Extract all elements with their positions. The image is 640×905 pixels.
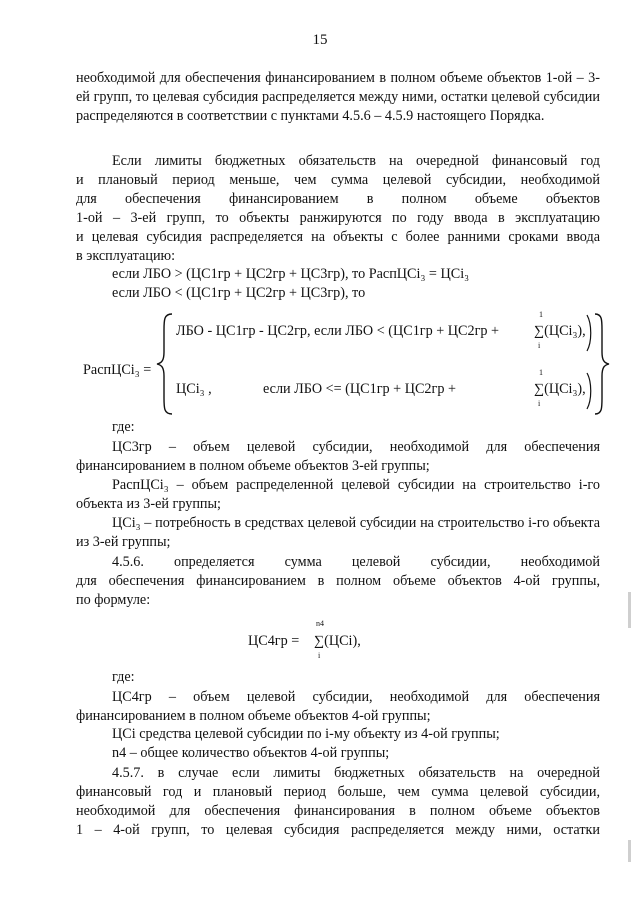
p456-line: 4.5.6. определяется сумма целевой субсидии, необходимой	[112, 554, 600, 570]
formula-row2-sum: ∑(ЦСi₃),	[534, 381, 586, 397]
page-number: 15	[312, 32, 328, 48]
right-brace-icon	[593, 312, 611, 416]
condition-2: если ЛБО < (ЦС1гр + ЦС2гр + ЦС3гр), то	[112, 285, 366, 301]
para2-line: и целевая субсидия распределяется на объекты с более ранними сроками ввода	[76, 229, 600, 245]
para2-line: в эксплуатацию:	[76, 248, 176, 264]
p457-line: финансовый год и плановый период больше, чем сумма целевой субсидии,	[76, 784, 600, 800]
para2-line: Если лимиты бюджетных обязательств на очередной финансовый год	[112, 153, 600, 169]
paragraph-456	[76, 553, 600, 610]
p456-line: для обеспечения финансированием в полном объеме объектов 4-ой группы,	[76, 573, 600, 589]
formula-row1-sup: 1	[539, 310, 543, 319]
left-brace-icon	[155, 312, 175, 416]
formula-row2-mid: если ЛБО <= (ЦС1гр + ЦС2гр +	[263, 381, 456, 397]
formula2-sup: n4	[316, 619, 324, 628]
para2-line: и плановый период меньше, чем сумма целевой субсидии, необходимой	[76, 172, 600, 188]
formula-row1-sum: ∑(ЦСi₃),	[534, 323, 586, 339]
paragraph-457	[76, 764, 600, 840]
scan-edge-mark	[628, 592, 631, 628]
p457-line: 4.5.7. в случае если лимиты бюджетных обязательств на очередной	[112, 765, 600, 781]
para2-line: 1-ой – 3-ей групп, то объекты ранжируются по году ввода в эксплуатацию	[76, 210, 600, 226]
definition-cs3gr: ЦС3гр – объем целевой субсидии, необходимой для обеспечения финансированием в полном объеме объектов 3-ей группы;	[76, 439, 600, 474]
definition-csi: ЦСi средства целевой субсидии по i-му объекту из 4-ой группы;	[112, 726, 500, 742]
paragraph-limits-less	[76, 152, 600, 266]
formula2-lhs: ЦС4гр =	[248, 633, 300, 649]
formula-lhs: РаспЦСi₃ =	[83, 362, 152, 378]
definition-cs4gr: ЦС4гр – объем целевой субсидии, необходимой для обеспечения финансированием в полном объеме объектов 4-ой группы;	[76, 689, 600, 724]
scan-edge-mark	[628, 840, 631, 862]
where-label: где:	[112, 419, 135, 435]
formula2-sum: ∑(ЦСi),	[314, 633, 361, 649]
definition-csi3: ЦСi₃ – потребность в средствах целевой субсидии на строительство i-го объекта из 3-ей группы;	[76, 515, 600, 550]
formula-row2-sub: i	[538, 399, 541, 408]
formula-row1: ЛБО - ЦС1гр - ЦС2гр, если ЛБО < (ЦС1гр + ЦС2гр +	[176, 323, 500, 339]
where-label: где:	[112, 669, 135, 685]
p457-line: 1 – 4-ой групп, то целевая субсидия распределяется между ними, остатки	[76, 822, 600, 838]
formula2-sub: i	[318, 651, 321, 660]
p457-line: необходимой для обеспечения финансирования в полном объеме объектов	[76, 803, 600, 819]
formula-row2-sup: 1	[539, 368, 543, 377]
p456-line: по формуле:	[76, 592, 151, 608]
formula-row2-left: ЦСi₃ ,	[176, 381, 212, 397]
definition-raspcsi3: РаспЦСi₃ – объем распределенной целевой субсидии на строительство i-го объекта из 3-ей группы;	[76, 477, 600, 512]
definition-n4: n4 – общее количество объектов 4-ой группы;	[112, 745, 390, 761]
para2-line: для обеспечения финансированием в полном объеме объектов	[76, 191, 600, 207]
paragraph-continuation: необходимой для обеспечения финансированием в полном объеме объектов 1-ой – 3-ей групп, то целевая субсидия распределяется между ними, остатки целевой субсидии распределяются в соответствии с пунктами 4.5.6 – 4.5.9 настоящего Порядка.	[76, 70, 600, 124]
condition-1: если ЛБО > (ЦС1гр + ЦС2гр + ЦС3гр), то РаспЦСi₃ = ЦСi₃	[112, 266, 470, 282]
formula-row1-sub: i	[538, 341, 541, 350]
